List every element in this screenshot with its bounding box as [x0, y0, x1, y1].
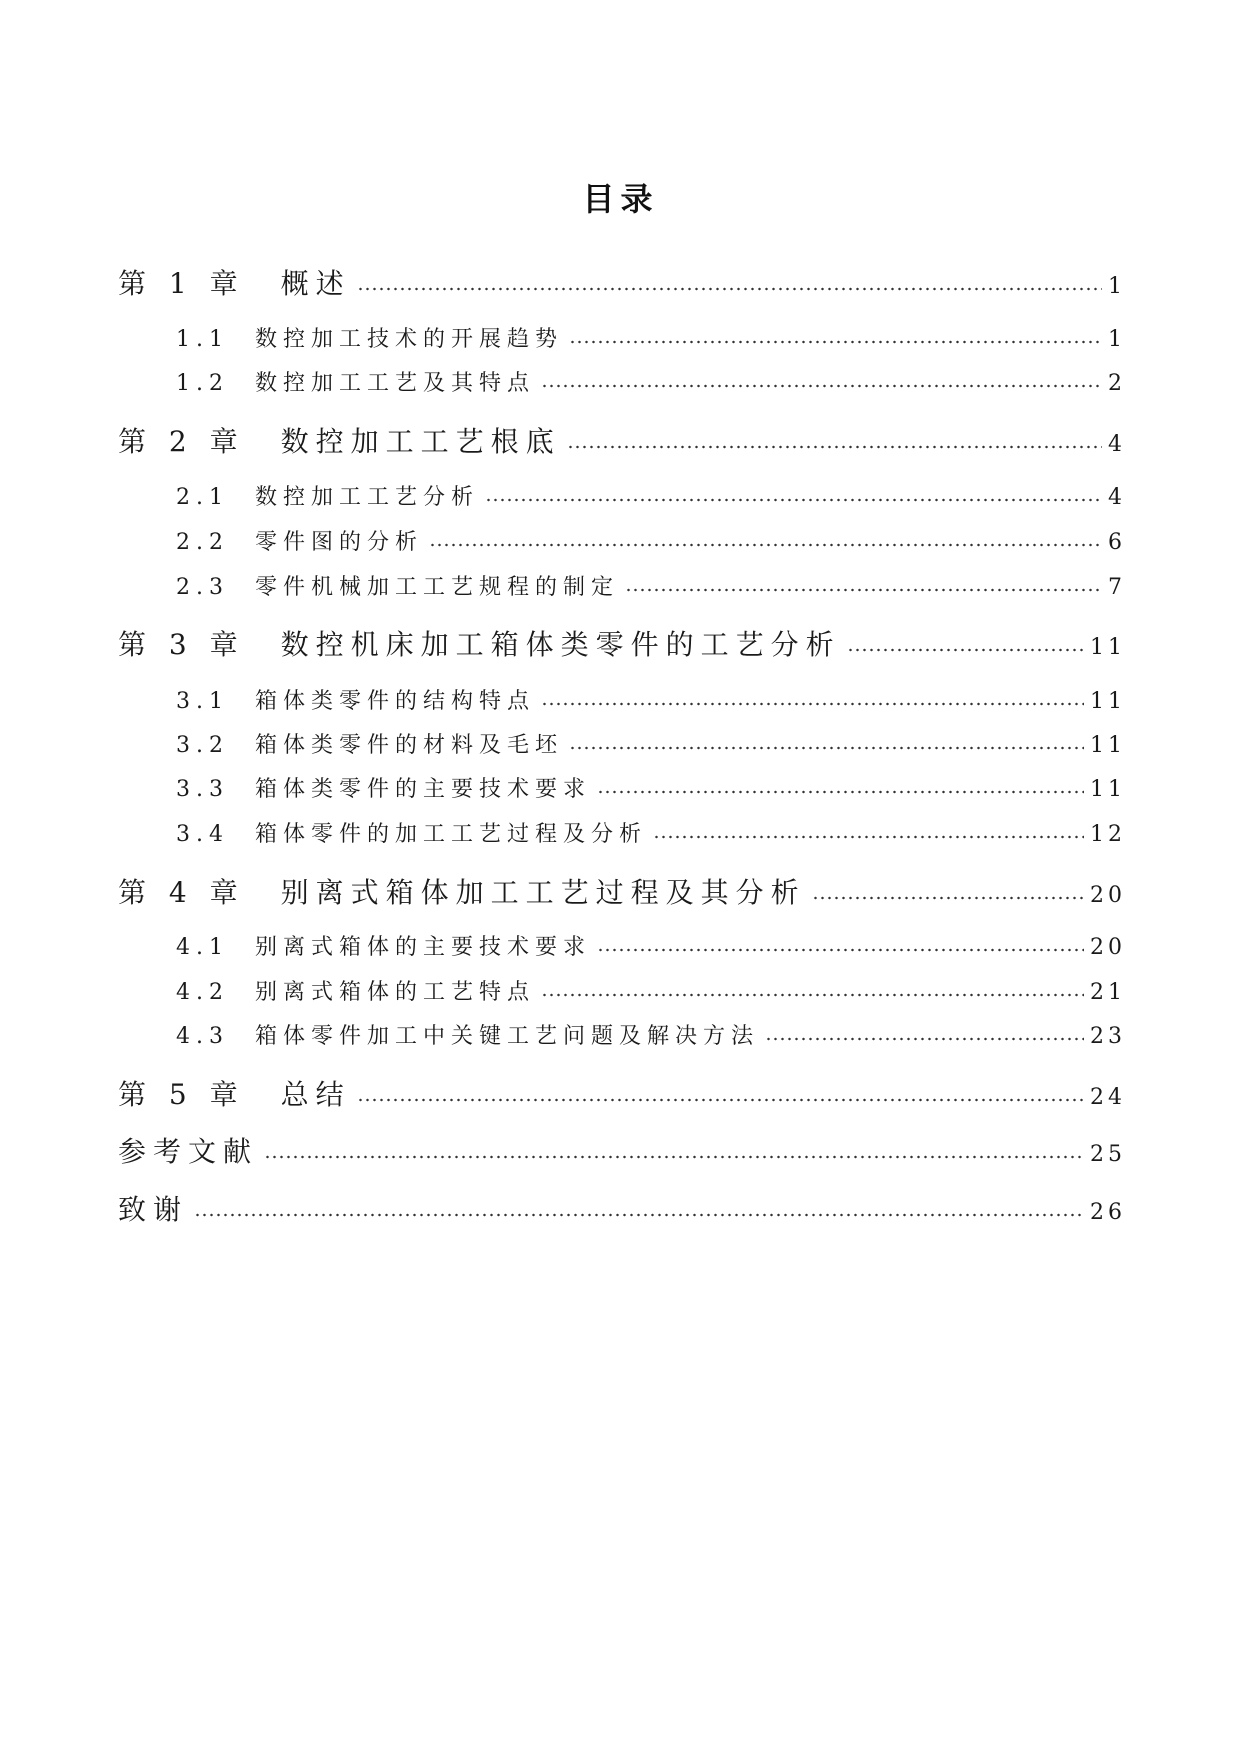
toc-entry-label: 数控加工工艺分析: [255, 485, 480, 510]
dot-leader: [485, 498, 1102, 502]
dot-leader: [625, 588, 1102, 592]
dot-leader: [541, 702, 1084, 706]
toc-entry-section-2-1[interactable]: [176, 480, 1126, 511]
dot-leader: [847, 648, 1084, 652]
toc-entry-label: 箱体类零件的材料及毛坯: [255, 733, 564, 758]
toc-entry-chapter-5[interactable]: [118, 1073, 1126, 1113]
toc-entry-chapter-4[interactable]: [118, 871, 1126, 911]
toc-entry-section-2-2[interactable]: [176, 525, 1126, 556]
toc-entry-number: 2.3: [176, 575, 229, 600]
toc-entry-number: 4.3: [176, 1024, 229, 1049]
dot-leader: [653, 835, 1084, 839]
toc-entry-number: 1.1: [176, 327, 229, 352]
toc-entry-page: 25: [1090, 1142, 1126, 1167]
toc-entry-section-3-3[interactable]: [176, 772, 1126, 803]
toc-entry-label: 数控加工工艺根底: [280, 425, 561, 458]
toc-entry-page: 26: [1090, 1200, 1126, 1225]
toc-entry-section-3-1[interactable]: [176, 684, 1126, 715]
toc-entry-number: 第 5 章: [118, 1078, 245, 1111]
toc-entry-number: 第 4 章: [118, 876, 245, 909]
dot-leader: [264, 1155, 1084, 1159]
toc-entry-page: 7: [1108, 575, 1126, 600]
dot-leader: [765, 1037, 1084, 1041]
toc-entry-number: 4.1: [176, 935, 229, 960]
toc-entry-page: 20: [1090, 935, 1126, 960]
toc-entry-label: 总结: [280, 1078, 351, 1111]
toc-entry-acknowledgements[interactable]: [118, 1188, 1126, 1228]
toc-entry-page: 11: [1090, 777, 1126, 802]
toc-entry-page: 21: [1090, 980, 1126, 1005]
toc-entry-label: 别离式箱体的工艺特点: [255, 980, 536, 1005]
toc-entry-page: 4: [1108, 485, 1126, 510]
toc-entry-section-3-4[interactable]: [176, 817, 1126, 848]
toc-entry-number: 3.4: [176, 822, 229, 847]
toc-entry-number: 4.2: [176, 980, 229, 1005]
toc-entry-page: 23: [1090, 1024, 1126, 1049]
toc-entry-chapter-1[interactable]: [118, 262, 1126, 302]
toc-entry-label: 零件图的分析: [255, 530, 424, 555]
toc-entry-number: 3.3: [176, 777, 229, 802]
dot-leader: [569, 746, 1084, 750]
toc-entry-section-4-3[interactable]: [176, 1019, 1126, 1050]
toc-entry-label: 别离式箱体加工工艺过程及其分析: [280, 876, 806, 909]
toc-entry-label: 别离式箱体的主要技术要求: [255, 935, 592, 960]
toc-entry-page: 12: [1090, 822, 1126, 847]
toc-entry-number: 第 3 章: [118, 628, 245, 661]
page-title: 目录: [582, 180, 659, 218]
toc-entry-page: 6: [1108, 530, 1126, 555]
toc-entry-label: 数控机床加工箱体类零件的工艺分析: [280, 628, 841, 661]
toc-entry-label: 数控加工工艺及其特点: [255, 371, 536, 396]
toc-entry-references[interactable]: [118, 1130, 1126, 1170]
toc-entry-label: 箱体类零件的结构特点: [255, 689, 536, 714]
dot-leader: [597, 790, 1084, 794]
toc-entry-section-4-2[interactable]: [176, 975, 1126, 1006]
toc-entry-number: 1.2: [176, 371, 229, 396]
dot-leader: [597, 948, 1084, 952]
toc-entry-page: 4: [1108, 432, 1126, 457]
dot-leader: [429, 543, 1102, 547]
toc-entry-page: 11: [1090, 635, 1126, 660]
toc-entry-page: 11: [1090, 689, 1126, 714]
toc-entry-section-3-2[interactable]: [176, 728, 1126, 759]
toc-entry-label: 致谢: [118, 1193, 189, 1226]
toc-entry-page: 1: [1108, 327, 1126, 352]
toc-entry-chapter-3[interactable]: [118, 623, 1126, 663]
toc-entry-label: 参考文献: [118, 1135, 259, 1168]
toc-entry-page: 1: [1108, 274, 1126, 299]
toc-entry-label: 箱体类零件的主要技术要求: [255, 777, 592, 802]
toc-entry-page: 20: [1090, 883, 1126, 908]
toc-entry-number: 3.2: [176, 733, 229, 758]
dot-leader: [812, 896, 1084, 900]
dot-leader: [541, 993, 1084, 997]
toc-entry-number: 第 2 章: [118, 425, 245, 458]
dot-leader: [567, 445, 1102, 449]
dot-leader: [541, 384, 1102, 388]
dot-leader: [194, 1213, 1084, 1217]
dot-leader: [569, 340, 1102, 344]
toc-entry-chapter-2[interactable]: [118, 420, 1126, 460]
toc-entry-section-2-3[interactable]: [176, 570, 1126, 601]
toc-entry-number: 第 1 章: [118, 267, 245, 300]
toc-entry-page: 24: [1090, 1085, 1126, 1110]
toc-entry-number: 3.1: [176, 689, 229, 714]
toc-entry-label: 零件机械加工工艺规程的制定: [255, 575, 620, 600]
toc-entry-section-1-2[interactable]: [176, 366, 1126, 397]
toc-entry-page: 11: [1090, 733, 1126, 758]
dot-leader: [357, 287, 1102, 291]
toc-entry-label: 箱体零件的加工工艺过程及分析: [255, 822, 648, 847]
toc-entry-page: 2: [1108, 371, 1126, 396]
dot-leader: [357, 1098, 1084, 1102]
toc-entry-label: 概述: [280, 267, 351, 300]
toc-entry-label: 数控加工技术的开展趋势: [255, 327, 564, 352]
toc-entry-number: 2.2: [176, 530, 229, 555]
toc-entry-section-4-1[interactable]: [176, 930, 1126, 961]
toc-entry-section-1-1[interactable]: [176, 322, 1126, 353]
toc-entry-number: 2.1: [176, 485, 229, 510]
toc-entry-label: 箱体零件加工中关键工艺问题及解决方法: [255, 1024, 760, 1049]
